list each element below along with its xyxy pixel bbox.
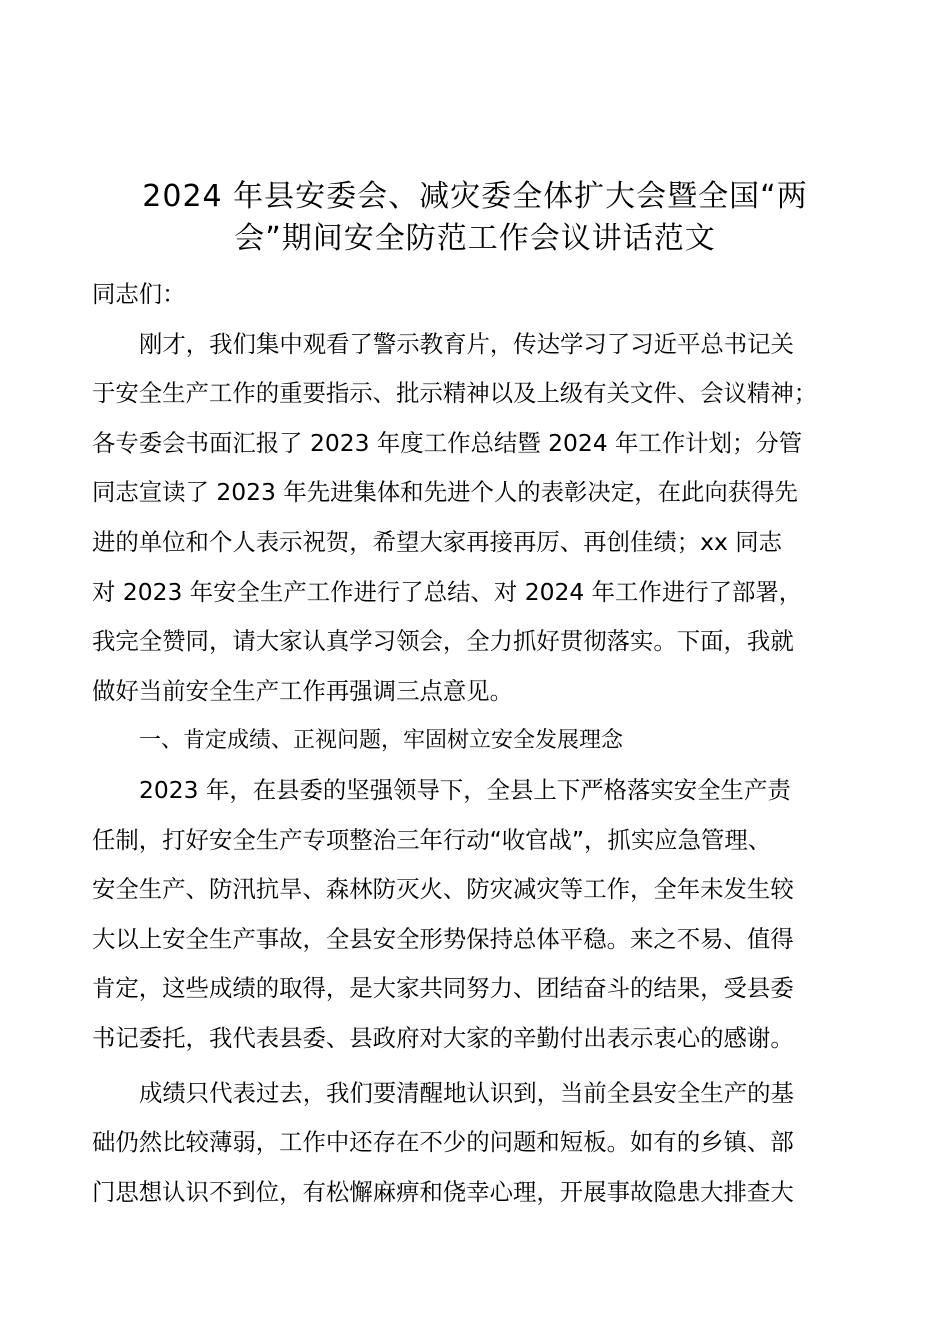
paragraph-line: 书记委托，我代表县委、县政府对大家的辛勤付出表示衷心的感谢。	[92, 1023, 794, 1052]
paragraph-line: 成绩只代表过去，我们要清醒地认识到，当前全县安全生产的基	[139, 1078, 794, 1107]
title-line: 会”期间安全防范工作会议讲话范文	[234, 221, 716, 256]
paragraph-2	[92, 766, 882, 1064]
paragraph-line: 肯定，这些成绩的取得，是大家共同努力、团结奋斗的结果，受县委	[92, 974, 794, 1003]
document-body	[92, 270, 882, 1217]
paragraph-line: 2023 年，在县委的坚强领导下，全县上下严格落实安全生产责	[139, 775, 791, 804]
paragraph-line: 对 2023 年安全生产工作进行了总结、对 2024 年工作进行了部署，	[92, 577, 803, 606]
paragraph-line: 安全生产、防汛抗旱、森林防灭火、防灾减灾等工作，全年未发生较	[92, 875, 794, 904]
section-heading: 一、肯定成绩、正视问题，牢固树立安全发展理念	[139, 728, 624, 754]
document-title	[70, 176, 880, 260]
paragraph-line: 门思想认识不到位，有松懈麻痹和侥幸心理，开展事故隐患大排查大	[92, 1177, 794, 1206]
paragraph-line: 础仍然比较薄弱，工作中还存在不少的问题和短板。如有的乡镇、部	[92, 1128, 794, 1157]
paragraph-line: 我完全赞同，请大家认真学习领会，全力抓好贯彻落实。下面，我就	[92, 627, 794, 656]
paragraph-3	[92, 1069, 882, 1218]
paragraph-line: 于安全生产工作的重要指示、批示精神以及上级有关文件、会议精神；	[92, 379, 818, 408]
paragraph-1	[92, 320, 882, 717]
paragraph-line: 进的单位和个人表示祝贺，希望大家再接再厉、再创佳绩；xx 同志	[92, 527, 783, 556]
paragraph-line: 大以上安全生产事故，全县安全形势保持总体平稳。来之不易、值得	[92, 924, 794, 953]
title-line: 2024 年县安委会、减灾委全体扩大会暨全国“两	[142, 179, 808, 214]
paragraph-line: 刚才，我们集中观看了警示教育片，传达学习了习近平总书记关	[139, 329, 794, 358]
paragraph-line: 任制，打好安全生产专项整治三年行动“收官战”，抓实应急管理、	[92, 825, 772, 854]
paragraph-line: 同志宣读了 2023 年先进集体和先进个人的表彰决定，在此向获得先	[92, 478, 798, 507]
paragraph-line: 做好当前安全生产工作再强调三点意见。	[92, 676, 514, 705]
salutation: 同志们：	[92, 280, 186, 308]
paragraph-line: 各专委会书面汇报了 2023 年度工作总结暨 2024 年工作计划；分管	[92, 428, 803, 457]
